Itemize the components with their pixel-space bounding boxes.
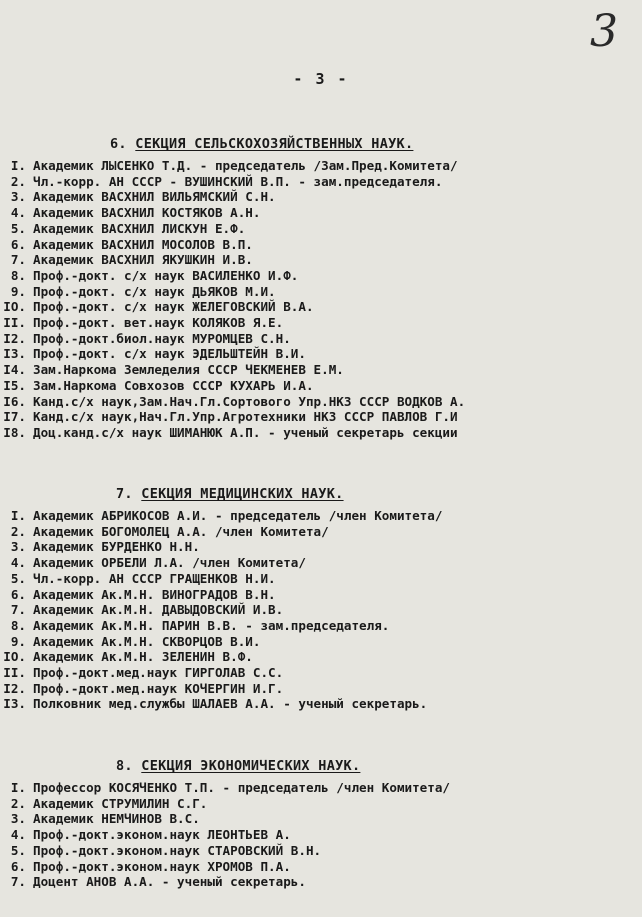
section-number: 8. (116, 758, 133, 774)
item-text: Чл.-корр. АН СССР ГРАЩЕНКОВ Н.И. (33, 570, 276, 586)
section-economic-sciences (0, 758, 642, 890)
list-item (0, 189, 642, 205)
item-text: Канд.с/х наук,Нач.Гл.Упр.Агротехники НКЗ СССР ПАВЛОВ Г.И (33, 409, 458, 425)
item-text: Профессор КОСЯЧЕНКО Т.П. - председатель /член Комитета/ (33, 780, 451, 795)
item-number: 3. (10, 189, 26, 205)
item-number: 3. (10, 811, 26, 827)
item-number: 2. (10, 173, 26, 189)
item-number: 2. (10, 523, 26, 539)
list-item (0, 299, 642, 315)
page-number: - 3 - (293, 70, 349, 88)
item-number: I. (10, 158, 26, 173)
section-number: 6. (110, 136, 127, 152)
item-text: Академик НЕМЧИНОВ В.С. (33, 811, 200, 827)
item-text: Проф.-докт. с/х наук ДЬЯКОВ М.И. (33, 283, 276, 299)
item-text: Академик Ак.М.Н. ВИНОГРАДОВ В.Н. (33, 586, 276, 602)
item-text: Академик Ак.М.Н. СКВОРЦОВ В.И. (33, 633, 261, 649)
item-number: II. (3, 315, 26, 331)
list-item (0, 555, 642, 571)
item-number: I4. (3, 362, 26, 378)
item-text: Академик АБРИКОСОВ А.И. - председатель /член Комитета/ (33, 508, 443, 523)
item-number: I7. (3, 409, 26, 425)
list-item (0, 425, 642, 441)
list-item (0, 859, 642, 875)
item-text: Академик СТРУМИЛИН С.Г. (33, 795, 208, 811)
item-text: Академик Ак.М.Н. ДАВЫДОВСКИЙ И.В. (33, 602, 284, 618)
section-heading (0, 758, 642, 774)
list-item (0, 174, 642, 190)
item-number: 6. (10, 586, 26, 602)
item-number: 8. (10, 617, 26, 633)
section-agricultural-sciences (0, 136, 642, 441)
item-text: Проф.-докт. с/х наук ЭДЕЛЬШТЕЙН В.И. (33, 346, 306, 362)
list-item (0, 602, 642, 618)
item-text: Академик ВАСХНИЛ ВИЛЬЯМСКИЙ С.Н. (33, 189, 276, 205)
section-number: 7. (116, 486, 133, 502)
list-item (0, 843, 642, 859)
item-text: Доц.канд.с/х наук ШИМАНЮК А.П. - ученый секретарь секции (33, 424, 458, 440)
list-item (0, 362, 642, 378)
section-title: СЕКЦИЯ СЕЛЬСКОХОЗЯЙСТВЕННЫХ НАУК. (135, 136, 414, 152)
item-text: Академик ВАСХНИЛ ЯКУШКИН И.В. (33, 252, 253, 268)
list-item (0, 252, 642, 268)
item-number: 8. (10, 267, 26, 283)
section-heading (0, 486, 642, 502)
item-text: Чл.-корр. АН СССР - ВУШИНСКИЙ В.П. - зам.председателя. (33, 173, 443, 189)
item-number: I3. (3, 346, 26, 362)
item-number: 5. (10, 220, 26, 236)
handwritten-page-number: 3 (590, 6, 618, 57)
item-number: 7. (10, 602, 26, 618)
item-text: Академик ВАСХНИЛ ЛИСКУН Е.Ф. (33, 220, 246, 236)
item-number: 6. (10, 236, 26, 252)
item-text: Проф.-докт.эконом.наук СТАРОВСКИЙ В.Н. (33, 842, 322, 858)
item-number: I8. (3, 424, 26, 440)
list-item (0, 796, 642, 812)
section-title: СЕКЦИЯ ЭКОНОМИЧЕСКИХ НАУК. (141, 758, 361, 774)
item-text: Доцент АНОВ А.А. - ученый секретарь. (33, 874, 306, 890)
item-text: Академик Ак.М.Н. ПАРИН В.В. - зам.председателя. (33, 617, 390, 633)
list-item (0, 378, 642, 394)
item-text: Полковник мед.службы ШАЛАЕВ А.А. - ученый секретарь. (33, 696, 428, 712)
item-number: IO. (3, 649, 26, 665)
item-text: Проф.-докт.мед.наук КОЧЕРГИН И.Г. (33, 680, 284, 696)
item-number: II. (3, 665, 26, 681)
item-text: Канд.с/х наук,Зам.Нач.Гл.Сортового Упр.НКЗ СССР ВОДКОВ А. (33, 393, 466, 409)
list-item (0, 811, 642, 827)
list-item (0, 221, 642, 237)
item-number: 2. (10, 795, 26, 811)
item-number: I5. (3, 377, 26, 393)
item-number: 7. (10, 874, 26, 890)
item-text: Академик ВАСХНИЛ МОСОЛОВ В.П. (33, 236, 253, 252)
item-text: Академик Ак.М.Н. ЗЕЛЕНИН В.Ф. (33, 649, 253, 665)
item-text: Академик БУРДЕНКО Н.Н. (33, 539, 200, 555)
item-number: 5. (10, 570, 26, 586)
list-item (0, 237, 642, 253)
list-item (0, 571, 642, 587)
item-text: Проф.-докт.мед.наук ГИРГОЛАВ С.С. (33, 665, 284, 681)
section-heading (0, 136, 642, 152)
list-item (0, 268, 642, 284)
section-medical-sciences (0, 486, 642, 712)
list-item (0, 346, 642, 362)
item-number: 9. (10, 633, 26, 649)
list-item (0, 524, 642, 540)
item-text: Академик БОГОМОЛЕЦ А.А. /член Комитета/ (33, 523, 329, 539)
list-item (0, 665, 642, 681)
item-text: Проф.-докт. с/х наук ЖЕЛЕГОВСКИЙ В.А. (33, 299, 314, 315)
list-item (0, 284, 642, 300)
item-text: Академик ОРБЕЛИ Л.А. /член Комитета/ (33, 555, 306, 571)
list-item (0, 634, 642, 650)
list-item (0, 508, 642, 524)
item-number: 4. (10, 555, 26, 571)
list-item (0, 780, 642, 796)
list-item (0, 539, 642, 555)
item-text: Проф.-докт. вет.наук КОЛЯКОВ Я.Е. (33, 315, 284, 331)
list-item (0, 315, 642, 331)
item-number: 6. (10, 858, 26, 874)
item-text: Проф.-докт.эконом.наук ХРОМОВ П.А. (33, 858, 291, 874)
item-number: I2. (3, 680, 26, 696)
section-title: СЕКЦИЯ МЕДИЦИНСКИХ НАУК. (141, 486, 344, 502)
item-number: 3. (10, 539, 26, 555)
list-item (0, 827, 642, 843)
item-number: IO. (3, 299, 26, 315)
item-number: I3. (3, 696, 26, 712)
list-item (0, 874, 642, 890)
list-item (0, 696, 642, 712)
item-text: Проф.-докт.биол.наук МУРОМЦЕВ С.Н. (33, 330, 291, 346)
item-number: 7. (10, 252, 26, 268)
list-item (0, 158, 642, 174)
item-number: 4. (10, 827, 26, 843)
list-item (0, 394, 642, 410)
item-number: 9. (10, 283, 26, 299)
item-text: Проф.-докт.эконом.наук ЛЕОНТЬЕВ А. (33, 827, 291, 843)
item-number: 4. (10, 205, 26, 221)
list-item (0, 618, 642, 634)
list-item (0, 205, 642, 221)
member-list (0, 158, 642, 441)
list-item (0, 649, 642, 665)
item-text: Зам.Наркома Совхозов СССР КУХАРЬ И.А. (33, 377, 314, 393)
list-item (0, 331, 642, 347)
member-list (0, 780, 642, 890)
item-text: Проф.-докт. с/х наук ВАСИЛЕНКО И.Ф. (33, 267, 299, 283)
item-number: I. (10, 508, 26, 523)
item-number: 5. (10, 842, 26, 858)
list-item (0, 681, 642, 697)
item-number: I6. (3, 393, 26, 409)
item-text: Зам.Наркома Земледелия СССР ЧЕКМЕНЕВ Е.М. (33, 362, 344, 378)
item-text: Академик ВАСХНИЛ КОСТЯКОВ А.Н. (33, 205, 261, 221)
list-item (0, 587, 642, 603)
item-text: Академик ЛЫСЕНКО Т.Д. - председатель /Зам.Пред.Комитета/ (33, 158, 458, 173)
list-item (0, 409, 642, 425)
item-number: I. (10, 780, 26, 795)
item-number: I2. (3, 330, 26, 346)
member-list (0, 508, 642, 712)
